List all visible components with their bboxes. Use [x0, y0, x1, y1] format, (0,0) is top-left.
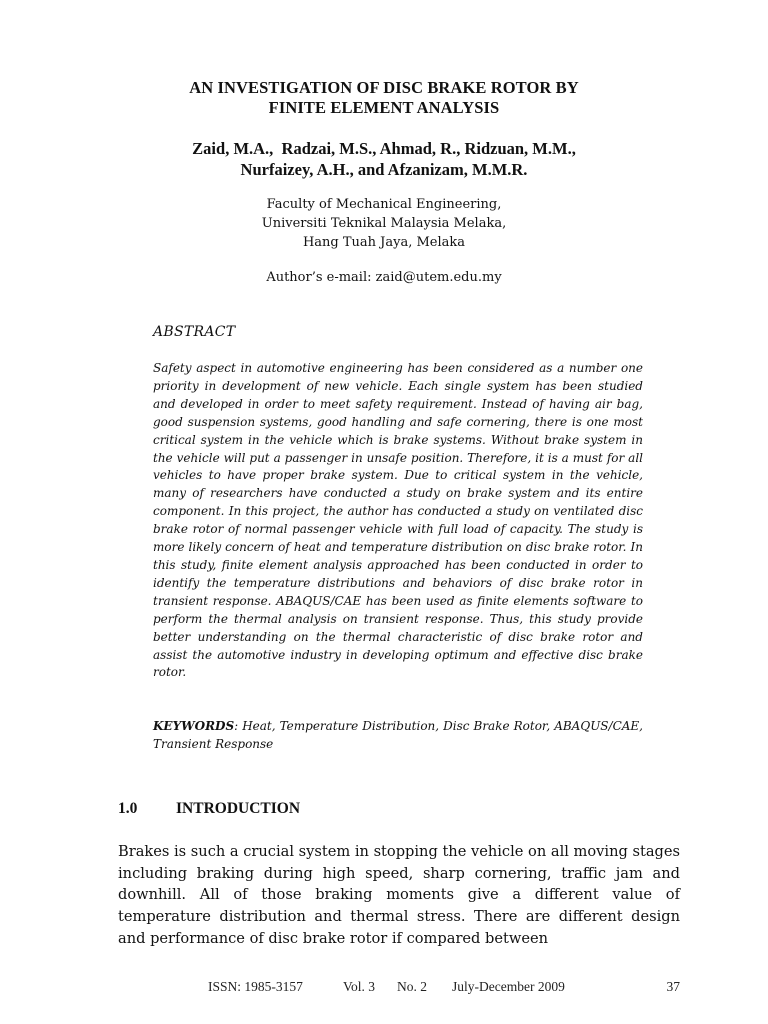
- authors-line-1: Zaid, M.A., Radzai, M.S., Ahmad, R., Ridzuan, M.M.,: [192, 139, 576, 158]
- keywords-label: KEYWORDS: [153, 719, 235, 733]
- introduction-body: Brakes is such a crucial system in stopping the vehicle on all moving stages including braking during high speed, sharp cornering, traffic jam and downhill. All of those braking moments give a different value of temperature distribution and thermal stress. There are different design and performance of disc brake rotor if compared between: [118, 843, 680, 947]
- keywords: [153, 717, 643, 753]
- footer-issn: ISSN: 1985-3157: [208, 979, 303, 994]
- keywords-text: : Heat, Temperature Distribution, Disc Brake Rotor, ABAQUS/CAE, Transient Response: [153, 719, 643, 751]
- footer-volume: Vol. 3: [343, 979, 376, 994]
- section-title: INTRODUCTION: [176, 800, 301, 817]
- section-heading-introduction: [118, 800, 678, 818]
- affiliation-line-1: Faculty of Mechanical Engineering,: [266, 197, 502, 212]
- page-number: 37: [666, 979, 680, 994]
- abstract-heading: ABSTRACT: [153, 324, 236, 340]
- title-line-2: FINITE ELEMENT ANALYSIS: [268, 98, 500, 117]
- author-list: [0, 138, 768, 180]
- author-email: Author’s e-mail: zaid@utem.edu.my: [266, 270, 502, 285]
- paper-title: [0, 78, 768, 118]
- affiliation-line-3: Hang Tuah Jaya, Melaka: [302, 235, 466, 250]
- abstract-body: Safety aspect in automotive engineering has been considered as a number one priority in development of new vehicle. Each single system has been studied and developed in order to meet safety requirement. Instead of having air bag, good suspension systems, good handling and safe cornering, there is one most critical system in the vehicle which is brake systems. Without brake system in the vehicle will put a passenger in unsafe position. Therefore, it is a must for all vehicles to have proper brake system. Due to critical system in the vehicle, many of researchers have conducted a study on brake system and its entire component. In this project, the author has conducted a study on ventilated disc brake rotor of normal passenger vehicle with full load of capacity. The study is more likely concern of heat and temperature distribution on disc brake rotor. In this study, finite element analysis approached has been conducted in order to identify the temperature distributions and behaviors of disc brake rotor in transient response. ABAQUS/CAE has been used as finite elements software to perform the thermal analysis on transient response. Thus, this study provide better understanding on the thermal characteristic of disc brake rotor and assist the automotive industry in developing optimum and effective disc brake rotor.: [153, 361, 643, 680]
- affiliation: [0, 195, 768, 252]
- footer-date: July-December 2009: [452, 979, 565, 994]
- title-line-1: AN INVESTIGATION OF DISC BRAKE ROTOR BY: [189, 78, 579, 97]
- authors-line-2: Nurfaizey, A.H., and Afzanizam, M.M.R.: [240, 160, 528, 179]
- section-number: 1.0: [118, 800, 138, 817]
- affiliation-line-2: Universiti Teknikal Malaysia Melaka,: [261, 216, 507, 231]
- footer-number: No. 2: [397, 979, 427, 994]
